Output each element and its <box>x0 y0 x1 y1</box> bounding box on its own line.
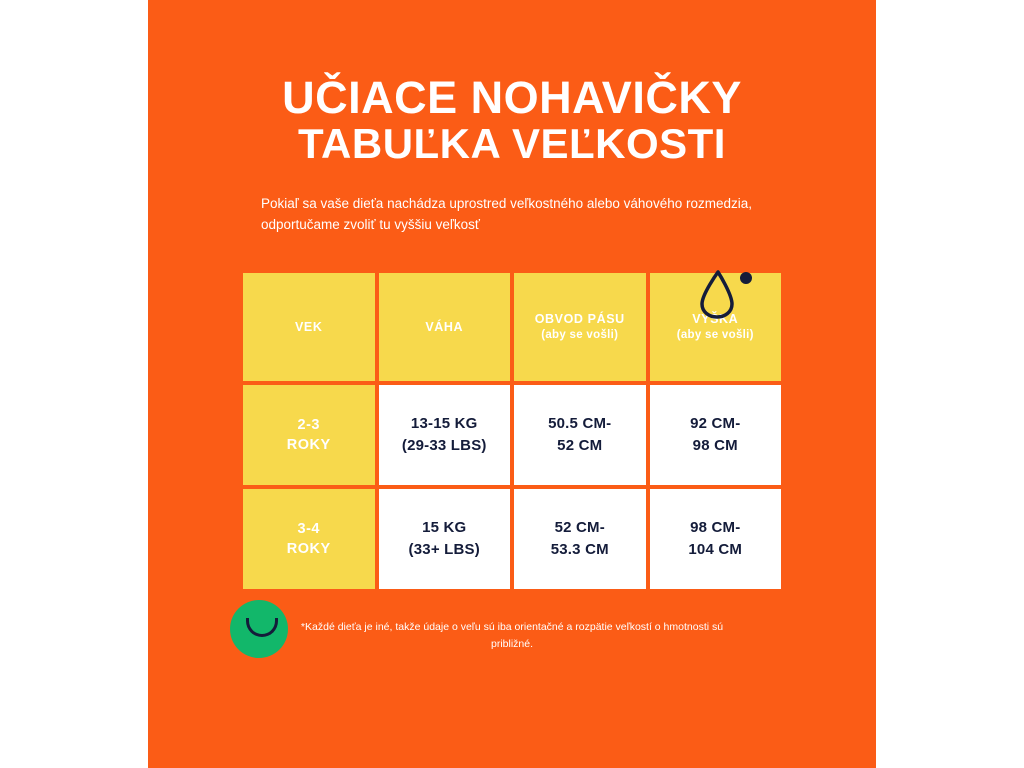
cell-waist-line2: 53.3 CM <box>550 541 609 559</box>
cell-waist-line1: 50.5 CM- <box>548 415 612 433</box>
table-row <box>243 489 781 589</box>
column-header-weight <box>379 273 511 381</box>
cell-age-line2: ROKY <box>286 541 331 558</box>
cell-age <box>243 385 375 485</box>
column-header-height-sub: (aby se vošli) <box>676 328 754 341</box>
cell-height-line2: 98 CM <box>692 437 738 455</box>
cell-waist <box>514 489 646 589</box>
cell-weight <box>379 385 511 485</box>
column-header-height-label: VÝŠKA <box>692 311 739 326</box>
table-body <box>243 385 781 589</box>
column-header-waist-sub: (aby se vošli) <box>541 328 619 341</box>
cell-age-line1: 3-4 <box>297 520 320 537</box>
column-header-waist-label: OBVOD PÁSU <box>534 311 625 326</box>
smiley-icon <box>230 600 288 658</box>
intro-text: Pokiaľ sa vaše dieťa nachádza uprostred veľkostného alebo váhového rozmedzia, odportučame zvoliť tu vyššiu veľkosť <box>261 196 752 233</box>
column-header-age <box>243 273 375 381</box>
cell-height-line1: 92 CM- <box>690 415 741 433</box>
column-header-age-label: VEK <box>294 319 323 334</box>
column-header-waist <box>514 273 646 381</box>
cell-weight-line2: (29-33 LBS) <box>401 437 487 455</box>
water-drop-icon <box>694 268 740 320</box>
page-title: UČIACE NOHAVIČKY <box>282 72 742 123</box>
dot-decoration <box>740 272 752 284</box>
cell-height-line2: 104 CM <box>688 541 743 559</box>
column-header-weight-label: VÁHA <box>425 319 464 334</box>
table-row <box>243 385 781 485</box>
page-subtitle-title: TABUĽKA VEĽKOSTI <box>298 119 726 167</box>
cell-weight-line2: (33+ LBS) <box>408 541 480 559</box>
cell-height <box>650 385 782 485</box>
cell-waist-line1: 52 CM- <box>554 519 605 537</box>
cell-age <box>243 489 375 589</box>
title-block <box>148 74 876 166</box>
cell-weight-line1: 13-15 KG <box>410 415 478 433</box>
cell-height <box>650 489 782 589</box>
smiley-mouth <box>246 618 278 637</box>
size-chart-poster <box>148 0 876 768</box>
cell-weight <box>379 489 511 589</box>
cell-waist-line2: 52 CM <box>557 437 603 455</box>
cell-height-line1: 98 CM- <box>690 519 741 537</box>
cell-age-line2: ROKY <box>286 437 331 454</box>
cell-weight-line1: 15 KG <box>422 519 467 537</box>
cell-waist <box>514 385 646 485</box>
footnote-text: *Každé dieťa je iné, takže údaje o veľu sú iba orientačné a rozpätie veľkostí o hmotnosti sú približné. <box>300 621 724 650</box>
cell-age-line1: 2-3 <box>297 416 320 433</box>
